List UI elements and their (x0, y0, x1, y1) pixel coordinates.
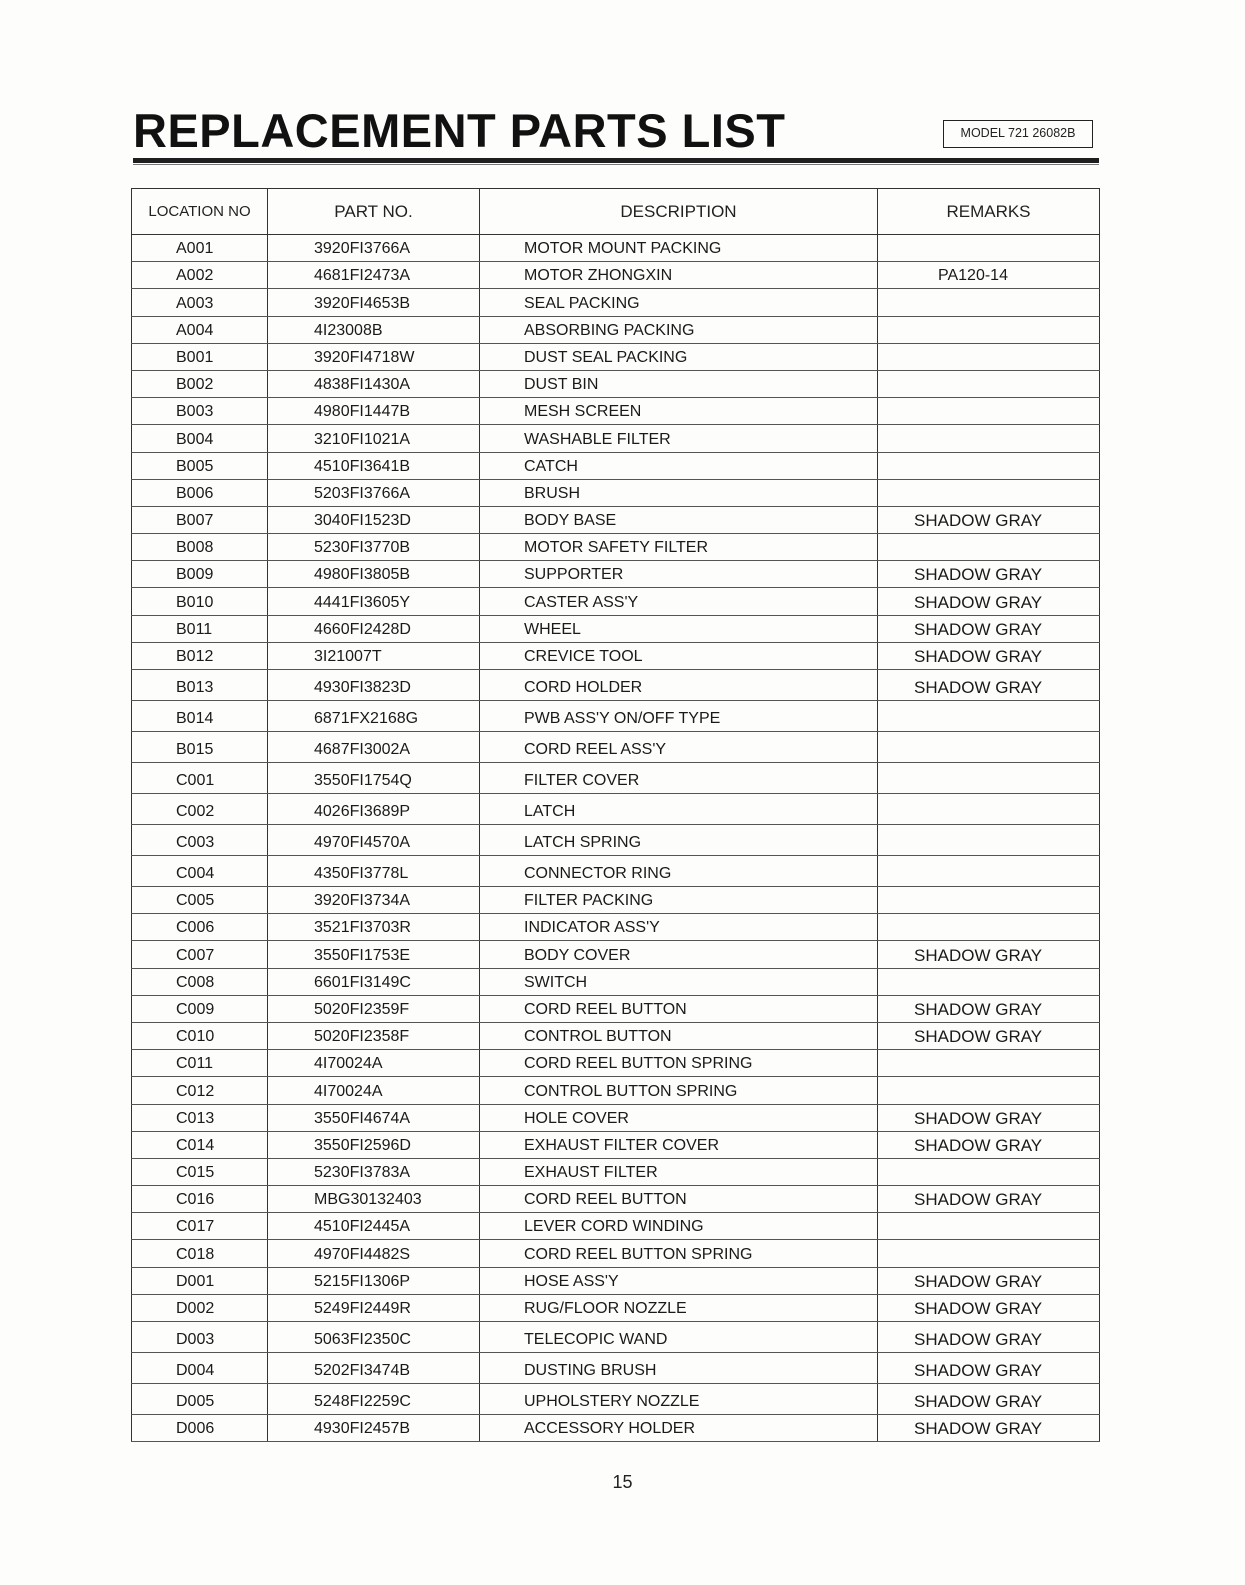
description-cell: CORD REEL BUTTON (480, 995, 878, 1022)
remarks-cell: SHADOW GRAY (878, 1186, 1100, 1213)
location-cell: B013 (132, 670, 268, 701)
description-cell: ACCESSORY HOLDER (480, 1415, 878, 1442)
description-cell: EXHAUST FILTER COVER (480, 1131, 878, 1158)
part-number-cell: 3550FI1754Q (268, 763, 480, 794)
location-cell: A004 (132, 316, 268, 343)
location-cell: C013 (132, 1104, 268, 1131)
description-cell: CONNECTOR RING (480, 856, 878, 887)
remarks-cell (878, 914, 1100, 941)
remarks-cell (878, 1158, 1100, 1185)
table-row (132, 701, 1100, 732)
description-cell: CORD REEL BUTTON SPRING (480, 1050, 878, 1077)
table-row (132, 1131, 1100, 1158)
remarks-cell: SHADOW GRAY (878, 506, 1100, 533)
column-header-part-no: PART NO. (268, 189, 480, 235)
table-row (132, 1240, 1100, 1267)
remarks-cell (878, 479, 1100, 506)
table-row (132, 794, 1100, 825)
table-row (132, 887, 1100, 914)
table-row (132, 642, 1100, 669)
location-cell: C010 (132, 1022, 268, 1049)
remarks-cell (878, 763, 1100, 794)
location-cell: B004 (132, 425, 268, 452)
parts-table (131, 188, 1100, 1442)
description-cell: CORD REEL ASS'Y (480, 732, 878, 763)
remarks-cell (878, 701, 1100, 732)
remarks-cell (878, 235, 1100, 262)
part-number-cell: 5230FI3770B (268, 534, 480, 561)
remarks-cell: SHADOW GRAY (878, 1267, 1100, 1294)
table-row (132, 1294, 1100, 1321)
table-row (132, 1213, 1100, 1240)
location-cell: C003 (132, 825, 268, 856)
location-cell: C005 (132, 887, 268, 914)
part-number-cell: 6871FX2168G (268, 701, 480, 732)
table-row (132, 1077, 1100, 1104)
location-cell: B003 (132, 398, 268, 425)
remarks-cell (878, 732, 1100, 763)
location-cell: B002 (132, 370, 268, 397)
location-cell: C011 (132, 1050, 268, 1077)
table-row (132, 370, 1100, 397)
column-header-description: DESCRIPTION (480, 189, 878, 235)
description-cell: CREVICE TOOL (480, 642, 878, 669)
table-row (132, 856, 1100, 887)
part-number-cell: 3550FI1753E (268, 941, 480, 968)
part-number-cell: 5248FI2259C (268, 1384, 480, 1415)
table-row (132, 235, 1100, 262)
table-row (132, 1353, 1100, 1384)
parts-table-body (132, 235, 1100, 1442)
remarks-cell (878, 1213, 1100, 1240)
table-row (132, 479, 1100, 506)
location-cell: B015 (132, 732, 268, 763)
description-cell: SWITCH (480, 968, 878, 995)
location-cell: C006 (132, 914, 268, 941)
description-cell: TELECOPIC WAND (480, 1322, 878, 1353)
table-row (132, 452, 1100, 479)
description-cell: HOSE ASS'Y (480, 1267, 878, 1294)
remarks-cell (878, 856, 1100, 887)
location-cell: D006 (132, 1415, 268, 1442)
part-number-cell: 5249FI2449R (268, 1294, 480, 1321)
location-cell: C017 (132, 1213, 268, 1240)
remarks-cell (878, 825, 1100, 856)
column-header-remarks: REMARKS (878, 189, 1100, 235)
table-row (132, 506, 1100, 533)
description-cell: DUSTING BRUSH (480, 1353, 878, 1384)
table-row (132, 1267, 1100, 1294)
remarks-cell (878, 425, 1100, 452)
description-cell: RUG/FLOOR NOZZLE (480, 1294, 878, 1321)
table-row (132, 914, 1100, 941)
part-number-cell: 5063FI2350C (268, 1322, 480, 1353)
description-cell: PWB ASS'Y ON/OFF TYPE (480, 701, 878, 732)
part-number-cell: 6601FI3149C (268, 968, 480, 995)
part-number-cell: 5215FI1306P (268, 1267, 480, 1294)
remarks-cell (878, 452, 1100, 479)
part-number-cell: 3550FI4674A (268, 1104, 480, 1131)
location-cell: B011 (132, 615, 268, 642)
description-cell: BRUSH (480, 479, 878, 506)
description-cell: MOTOR SAFETY FILTER (480, 534, 878, 561)
remarks-cell: SHADOW GRAY (878, 1322, 1100, 1353)
location-cell: C014 (132, 1131, 268, 1158)
description-cell: LEVER CORD WINDING (480, 1213, 878, 1240)
table-row (132, 995, 1100, 1022)
description-cell: MOTOR ZHONGXIN (480, 262, 878, 289)
part-number-cell: 5202FI3474B (268, 1353, 480, 1384)
description-cell: CORD HOLDER (480, 670, 878, 701)
description-cell: ABSORBING PACKING (480, 316, 878, 343)
location-cell: C009 (132, 995, 268, 1022)
part-number-cell: 4838FI1430A (268, 370, 480, 397)
part-number-cell: 3920FI3734A (268, 887, 480, 914)
location-cell: D005 (132, 1384, 268, 1415)
table-row (132, 732, 1100, 763)
parts-table-container (131, 188, 1099, 1442)
remarks-cell (878, 289, 1100, 316)
remarks-cell: SHADOW GRAY (878, 670, 1100, 701)
location-cell: B014 (132, 701, 268, 732)
part-number-cell: 5203FI3766A (268, 479, 480, 506)
location-cell: C007 (132, 941, 268, 968)
page-number: 15 (612, 1472, 633, 1492)
part-number-cell: 4I23008B (268, 316, 480, 343)
location-cell: B007 (132, 506, 268, 533)
remarks-cell: SHADOW GRAY (878, 642, 1100, 669)
location-cell: C018 (132, 1240, 268, 1267)
table-row (132, 534, 1100, 561)
description-cell: WHEEL (480, 615, 878, 642)
description-cell: CASTER ASS'Y (480, 588, 878, 615)
remarks-cell (878, 316, 1100, 343)
part-number-cell: 3920FI4653B (268, 289, 480, 316)
part-number-cell: 4980FI1447B (268, 398, 480, 425)
remarks-cell (878, 968, 1100, 995)
column-header-location: LOCATION NO (132, 189, 268, 235)
remarks-cell (878, 1050, 1100, 1077)
table-row (132, 670, 1100, 701)
part-number-cell: 4510FI3641B (268, 452, 480, 479)
location-cell: D004 (132, 1353, 268, 1384)
location-cell: C015 (132, 1158, 268, 1185)
location-cell: A003 (132, 289, 268, 316)
location-cell: C002 (132, 794, 268, 825)
description-cell: HOLE COVER (480, 1104, 878, 1131)
description-cell: WASHABLE FILTER (480, 425, 878, 452)
table-row (132, 316, 1100, 343)
part-number-cell: 4I70024A (268, 1050, 480, 1077)
part-number-cell: 4970FI4570A (268, 825, 480, 856)
table-row (132, 1104, 1100, 1131)
description-cell: SUPPORTER (480, 561, 878, 588)
part-number-cell: 4350FI3778L (268, 856, 480, 887)
table-row (132, 941, 1100, 968)
remarks-cell (878, 1240, 1100, 1267)
location-cell: C016 (132, 1186, 268, 1213)
location-cell: D001 (132, 1267, 268, 1294)
location-cell: D002 (132, 1294, 268, 1321)
description-cell: BODY COVER (480, 941, 878, 968)
part-number-cell: 4681FI2473A (268, 262, 480, 289)
description-cell: LATCH (480, 794, 878, 825)
description-cell: DUST BIN (480, 370, 878, 397)
remarks-cell: SHADOW GRAY (878, 1415, 1100, 1442)
part-number-cell: 3040FI1523D (268, 506, 480, 533)
location-cell: B010 (132, 588, 268, 615)
remarks-cell (878, 1077, 1100, 1104)
location-cell: C012 (132, 1077, 268, 1104)
table-row (132, 343, 1100, 370)
description-cell: UPHOLSTERY NOZZLE (480, 1384, 878, 1415)
location-cell: B009 (132, 561, 268, 588)
description-cell: FILTER PACKING (480, 887, 878, 914)
location-cell: B012 (132, 642, 268, 669)
location-cell: B001 (132, 343, 268, 370)
table-row (132, 1384, 1100, 1415)
part-number-cell: 5020FI2359F (268, 995, 480, 1022)
table-row (132, 615, 1100, 642)
remarks-cell: SHADOW GRAY (878, 1384, 1100, 1415)
remarks-cell: SHADOW GRAY (878, 1353, 1100, 1384)
location-cell: A002 (132, 262, 268, 289)
title-rule (133, 158, 1099, 163)
part-number-cell: 4I70024A (268, 1077, 480, 1104)
table-row (132, 968, 1100, 995)
part-number-cell: 4930FI3823D (268, 670, 480, 701)
table-row (132, 398, 1100, 425)
description-cell: INDICATOR ASS'Y (480, 914, 878, 941)
remarks-cell: SHADOW GRAY (878, 941, 1100, 968)
part-number-cell: 3550FI2596D (268, 1131, 480, 1158)
remarks-cell (878, 794, 1100, 825)
part-number-cell: 3920FI4718W (268, 343, 480, 370)
part-number-cell: 4687FI3002A (268, 732, 480, 763)
description-cell: CORD REEL BUTTON SPRING (480, 1240, 878, 1267)
table-row (132, 1322, 1100, 1353)
table-row (132, 1415, 1100, 1442)
table-row (132, 1158, 1100, 1185)
remarks-cell: SHADOW GRAY (878, 1022, 1100, 1049)
remarks-cell: PA120-14 (878, 262, 1100, 289)
title-rule-thin (133, 164, 1099, 165)
remarks-cell: SHADOW GRAY (878, 1294, 1100, 1321)
description-cell: CONTROL BUTTON SPRING (480, 1077, 878, 1104)
location-cell: B008 (132, 534, 268, 561)
description-cell: BODY BASE (480, 506, 878, 533)
description-cell: FILTER COVER (480, 763, 878, 794)
part-number-cell: 3920FI3766A (268, 235, 480, 262)
remarks-cell (878, 398, 1100, 425)
table-row (132, 262, 1100, 289)
part-number-cell: 4441FI3605Y (268, 588, 480, 615)
location-cell: C008 (132, 968, 268, 995)
table-row (132, 561, 1100, 588)
table-row (132, 763, 1100, 794)
table-row (132, 289, 1100, 316)
part-number-cell: 4970FI4482S (268, 1240, 480, 1267)
table-row (132, 1022, 1100, 1049)
table-row (132, 425, 1100, 452)
description-cell: MESH SCREEN (480, 398, 878, 425)
remarks-cell: SHADOW GRAY (878, 1131, 1100, 1158)
table-row (132, 588, 1100, 615)
remarks-cell: SHADOW GRAY (878, 615, 1100, 642)
table-row (132, 1050, 1100, 1077)
location-cell: B006 (132, 479, 268, 506)
remarks-cell: SHADOW GRAY (878, 588, 1100, 615)
part-number-cell: MBG30132403 (268, 1186, 480, 1213)
description-cell: CATCH (480, 452, 878, 479)
description-cell: CONTROL BUTTON (480, 1022, 878, 1049)
part-number-cell: 5020FI2358F (268, 1022, 480, 1049)
model-number-box: MODEL 721 26082B (943, 120, 1093, 148)
description-cell: CORD REEL BUTTON (480, 1186, 878, 1213)
location-cell: C004 (132, 856, 268, 887)
remarks-cell (878, 343, 1100, 370)
part-number-cell: 4930FI2457B (268, 1415, 480, 1442)
part-number-cell: 4980FI3805B (268, 561, 480, 588)
location-cell: A001 (132, 235, 268, 262)
part-number-cell: 4510FI2445A (268, 1213, 480, 1240)
table-row (132, 1186, 1100, 1213)
location-cell: C001 (132, 763, 268, 794)
remarks-cell: SHADOW GRAY (878, 1104, 1100, 1131)
description-cell: LATCH SPRING (480, 825, 878, 856)
remarks-cell (878, 534, 1100, 561)
description-cell: MOTOR MOUNT PACKING (480, 235, 878, 262)
location-cell: D003 (132, 1322, 268, 1353)
remarks-cell: SHADOW GRAY (878, 561, 1100, 588)
remarks-cell (878, 887, 1100, 914)
remarks-cell (878, 370, 1100, 397)
table-row (132, 825, 1100, 856)
table-header-row (132, 189, 1100, 235)
part-number-cell: 3210FI1021A (268, 425, 480, 452)
description-cell: SEAL PACKING (480, 289, 878, 316)
part-number-cell: 4026FI3689P (268, 794, 480, 825)
description-cell: DUST SEAL PACKING (480, 343, 878, 370)
part-number-cell: 3I21007T (268, 642, 480, 669)
part-number-cell: 4660FI2428D (268, 615, 480, 642)
page-title: REPLACEMENT PARTS LIST (133, 104, 786, 157)
part-number-cell: 5230FI3783A (268, 1158, 480, 1185)
description-cell: EXHAUST FILTER (480, 1158, 878, 1185)
remarks-cell: SHADOW GRAY (878, 995, 1100, 1022)
part-number-cell: 3521FI3703R (268, 914, 480, 941)
location-cell: B005 (132, 452, 268, 479)
